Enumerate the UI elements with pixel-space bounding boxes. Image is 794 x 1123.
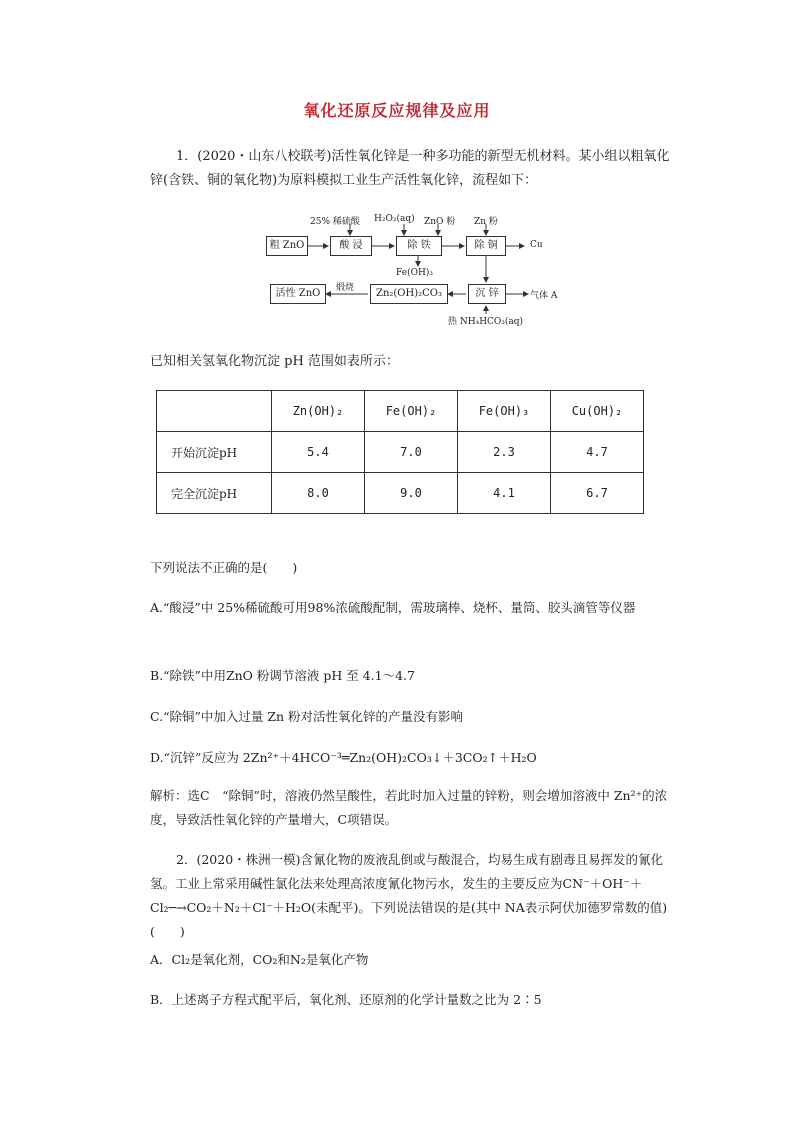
table-cell: 5.4 xyxy=(272,432,365,473)
table-cell: 7.0 xyxy=(365,432,458,473)
row-label: 开始沉淀pH xyxy=(157,432,272,473)
table-cell: 4.7 xyxy=(551,432,644,473)
output-label: Fe(OH)₃ xyxy=(396,268,433,278)
ph-table xyxy=(156,390,644,514)
question-2-intro: 2．(2020・株洲一模)含氰化物的废液乱倒或与酸混合，均易生成有剧毒且易挥发的氰化氢。工业上常采用碱性氯化法来处理高浓度氰化物污水，发生的主要反应为CN⁻＋OH⁻＋Cl₂─→CO₂＋N₂＋Cl⁻＋H₂O(未配平)。下列说法错误的是(其中 NA表示阿伏加德罗常数的值)( ) xyxy=(150,852,668,939)
option-b: B.“除铁”中用ZnO 粉调节溶液 pH 至 4.1～4.7 xyxy=(150,668,415,683)
table-row xyxy=(157,432,644,473)
question-1-intro: 1．(2020・山东八校联考)活性氧化锌是一种多功能的新型无机材料。某小组以粗氧化锌(含铁、铜的氧化物)为原料模拟工业生产活性氧化锌，流程如下： xyxy=(150,149,670,188)
reagent-label: Zn 粉 xyxy=(474,217,498,227)
flow-box-remove-iron: 除 铁 xyxy=(396,236,442,256)
table-header-cell: Zn(OH)₂ xyxy=(272,391,365,432)
option-d: D.“沉锌”反应为 2Zn²⁺＋4HCO⁻³═Zn₂(OH)₂CO₃↓＋3CO₂↑＋H₂O xyxy=(150,750,537,765)
table-header-cell: Fe(OH)₂ xyxy=(365,391,458,432)
table-header-cell: Cu(OH)₂ xyxy=(551,391,644,432)
flowchart xyxy=(262,210,582,332)
option-c: C.“除铜”中加入过量 Zn 粉对活性氧化锌的产量没有影响 xyxy=(150,709,464,724)
flow-box-precipitate-zinc: 沉 锌 xyxy=(468,284,506,304)
table-cell: 6.7 xyxy=(551,473,644,514)
row-label: 完全沉淀pH xyxy=(157,473,272,514)
page-title: 氧化还原反应规律及应用 xyxy=(303,101,491,120)
flow-box-crude-zno: 粗 ZnO xyxy=(266,236,308,256)
table-cell: 2.3 xyxy=(458,432,551,473)
reagent-label: ZnO 粉 xyxy=(424,217,456,227)
option-a: A.“酸浸”中 25%稀硫酸可用98%浓硫酸配制，需玻璃棒、烧杯、量筒、胶头滴管等仪器 xyxy=(150,600,636,615)
table-header-cell: Fe(OH)₃ xyxy=(458,391,551,432)
q2-option-b: B．上述离子方程式配平后，氧化剂、还原剂的化学计量数之比为 2∶5 xyxy=(150,992,542,1007)
flow-box-remove-copper: 除 铜 xyxy=(466,236,506,256)
output-label: Cu xyxy=(530,240,543,250)
table-cell: 9.0 xyxy=(365,473,458,514)
question-1-stem: 下列说法不正确的是( ) xyxy=(150,560,298,575)
flow-box-acid-leach: 酸 浸 xyxy=(330,236,372,256)
reagent-label: 25% 稀硫酸 xyxy=(310,217,360,227)
output-label: 煅烧 xyxy=(336,283,355,293)
table-header-row xyxy=(157,391,644,432)
flow-box-basic-zinc-carbonate: Zn₂(OH)₂CO₃ xyxy=(370,284,448,304)
question-1-analysis: 解析：选C “除铜”时，溶液仍然呈酸性，若此时加入过量的锌粉，则会增加溶液中 Zn²⁺的浓度，导致活性氧化锌的产量增大，C项错误。 xyxy=(150,788,668,827)
reagent-label: H₂O₂(aq) xyxy=(374,214,415,224)
output-label: 气体 A xyxy=(530,291,558,301)
flow-box-active-zno: 活性 ZnO xyxy=(270,284,326,304)
output-label: 热 NH₄HCO₃(aq) xyxy=(448,317,524,327)
table-cell: 8.0 xyxy=(272,473,365,514)
q2-option-a: A．Cl₂是氧化剂，CO₂和N₂是氧化产物 xyxy=(150,952,369,967)
table-row xyxy=(157,473,644,514)
table-intro: 已知相关氢氧化物沉淀 pH 范围如表所示： xyxy=(150,354,399,369)
table-header-cell xyxy=(157,391,272,432)
table-cell: 4.1 xyxy=(458,473,551,514)
